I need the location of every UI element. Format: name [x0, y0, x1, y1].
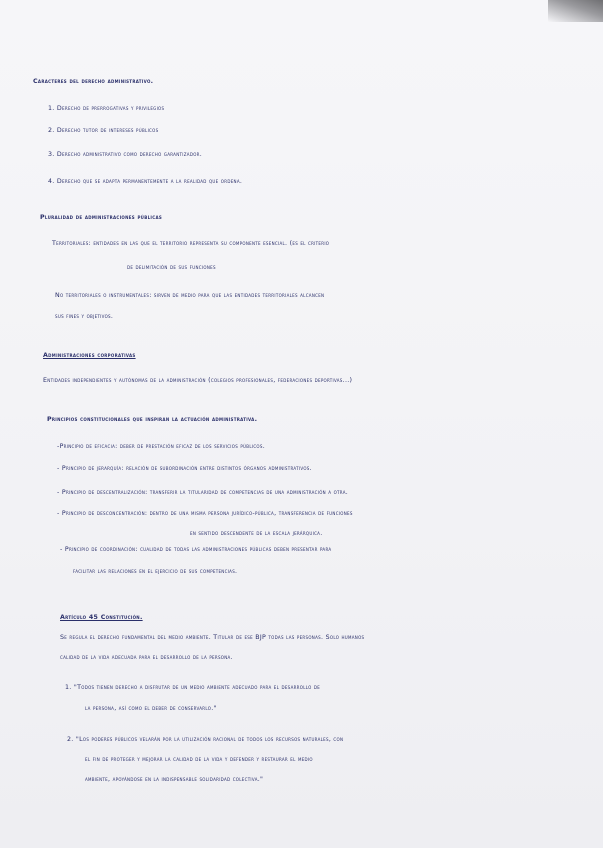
principio-coordinacion-2: facilitar las relaciones en el ejercicio de sus competencias. [73, 568, 238, 575]
caracteres-item-2: 2. Derecho tutor de intereses públicos [48, 127, 159, 134]
pluralidad-heading: Pluralidad de administraciones públicas [40, 214, 163, 221]
principio-desconcentracion-1: - Principio de desconcentración: dentro de una misma persona jurídico-pública, transferencia de funciones [57, 510, 353, 517]
caracteres-item-3: 3. Derecho administrativo como derecho garantizador. [48, 151, 203, 158]
page-corner-shadow [548, 0, 603, 22]
principio-descentralizacion: - Principio de descentralización: transferir la titularidad de competencias de una administración a otra. [57, 489, 349, 496]
principio-eficacia: -Principio de eficacia: deber de prestación eficaz de los servicios públicos. [57, 443, 266, 450]
articulo-p2-line-2: el fin de proteger y mejorar la calidad de la vida y defender y restaurar el medio [85, 756, 313, 763]
principio-coordinacion-1: - Principio de coordinación: cualidad de todas las administraciones públicas deben presentar para [60, 546, 332, 553]
articulo-p2-line-3: ambiente, apoyándose en la indispensable solidaridad colectiva." [85, 776, 264, 783]
principio-desconcentracion-2: en sentido descendente de la escala jerárquica. [190, 530, 323, 537]
territoriales-line-2: de delimitación de sus funciones [127, 264, 216, 271]
territoriales-line-1: Territoriales: entidades en las que el territorio representa su componente esencial. (es el criterio [52, 240, 330, 247]
caracteres-item-1: 1. Derecho de prerrogativas y privilegios [48, 105, 165, 112]
corporativas-text: Entidades independientes y autónomas de la administración (colegios profesionales, federaciones deportivas...) [43, 377, 353, 384]
articulo-p1-line-2: la persona, así como el deber de conservarlo." [85, 705, 217, 712]
articulo-intro-1: Se regula el derecho fundamental del medio ambiente. Titular de ese BJP todas las personas. Solo humanos [60, 634, 365, 641]
articulo-p2-line-1: 2. "Los poderes públicos velarán por la utilización racional de todos los recursos naturales, con [67, 736, 344, 743]
caracteres-heading: Caracteres del derecho administrativo. [33, 78, 154, 85]
no-territoriales-line-1: No territoriales o instrumentales: sirven de medio para que las entidades territoriales alcancen [55, 292, 325, 299]
articulo-heading: Artículo 45 Constitución. [60, 614, 143, 621]
articulo-p1-line-1: 1. "Todos tienen derecho a disfrutar de un medio ambiente adecuado para el desarrollo de [65, 684, 321, 691]
principios-heading: Principios constitucionales que inspiran la actuación administrativa. [47, 416, 258, 423]
principio-jerarquia: - Principio de jerarquía: relación de subordinación entre distintos órganos administrativos. [57, 465, 312, 472]
caracteres-item-4: 4. Derecho que se adapta permanentemente a la realidad que ordena. [48, 178, 243, 185]
articulo-intro-2: calidad de la vida adecuada para el desarrollo de la persona. [60, 654, 233, 661]
no-territoriales-line-2: sus fines y objetivos. [55, 313, 114, 320]
corporativas-heading: Administraciones corporativas [43, 352, 136, 359]
